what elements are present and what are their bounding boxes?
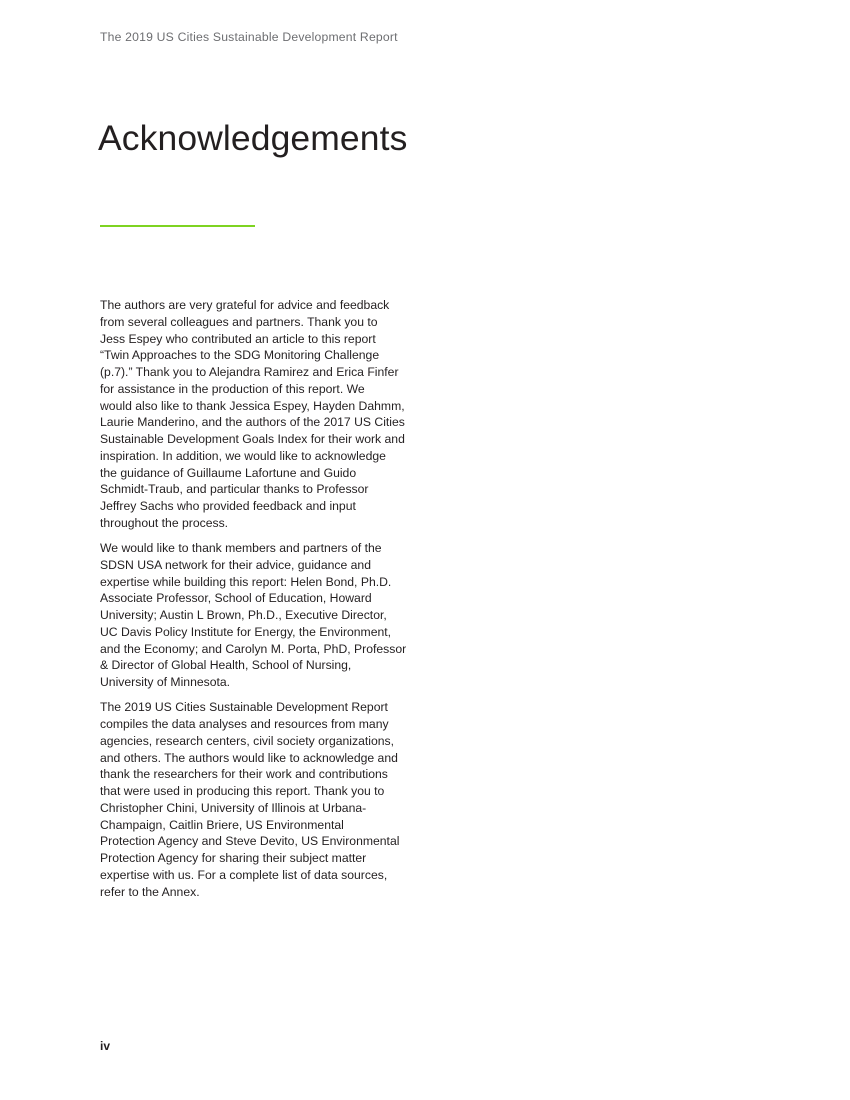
text-line: the guidance of Guillaume Lafortune and Guido <box>100 465 357 480</box>
text-line: & Director of Global Health, School of Nursing, <box>100 658 352 673</box>
text-line: Christopher Chini, University of Illinois at Urbana- <box>100 800 367 815</box>
text-line: agencies, research centers, civil society organizations, <box>100 733 394 748</box>
text-line: We would like to thank members and partners of the <box>100 541 382 555</box>
text-line: expertise while building this report: Helen Bond, Ph.D. <box>100 574 392 589</box>
text-line: for assistance in the production of this report. We <box>100 381 365 396</box>
text-line: Laurie Manderino, and the authors of the 2017 US Cities <box>100 415 405 430</box>
paragraph-3 <box>100 699 440 900</box>
text-line: and others. The authors would like to acknowledge and <box>100 750 398 765</box>
text-line: “Twin Approaches to the SDG Monitoring Challenge <box>100 348 380 363</box>
text-line: inspiration. In addition, we would like to acknowledge <box>100 448 386 463</box>
text-line: expertise with us. For a complete list of data sources, <box>100 867 388 882</box>
text-line: The 2019 US Cities Sustainable Development Report <box>100 700 388 715</box>
text-line: Champaign, Caitlin Briere, US Environmental <box>100 817 344 832</box>
text-line: (p.7).” Thank you to Alejandra Ramirez and Erica Finfer <box>100 365 399 379</box>
text-line: Schmidt-Traub, and particular thanks to Professor <box>100 482 369 497</box>
text-line: thank the researchers for their work and contributions <box>100 767 388 782</box>
page-number: iv <box>100 1039 111 1053</box>
page-title: Acknowledgements <box>98 118 408 158</box>
paragraph-1 <box>100 297 440 532</box>
text-line: UC Davis Policy Institute for Energy, the Environment, <box>100 624 392 639</box>
paragraph-2 <box>100 540 440 691</box>
text-line: Associate Professor, School of Education, Howard <box>100 591 372 606</box>
text-line: Protection Agency for sharing their subject matter <box>100 851 367 865</box>
text-line: University of Minnesota. <box>100 675 231 689</box>
text-line: refer to the Annex. <box>100 884 200 899</box>
text-line: would also like to thank Jessica Espey, Hayden Dahmm, <box>100 398 405 413</box>
text-line: SDSN USA network for their advice, guidance and <box>100 557 371 572</box>
running-header: The 2019 US Cities Sustainable Development Report <box>100 30 398 44</box>
text-line: that were used in producing this report. Thank you to <box>100 784 385 798</box>
text-line: The authors are very grateful for advice and feedback <box>100 298 390 312</box>
title-accent-rule <box>100 225 255 227</box>
text-line: Protection Agency and Steve Devito, US Environmental <box>100 834 400 849</box>
text-line: from several colleagues and partners. Thank you to <box>100 314 378 329</box>
text-line: Sustainable Development Goals Index for their work and <box>100 432 405 446</box>
text-line: University; Austin L Brown, Ph.D., Executive Director, <box>100 608 387 622</box>
text-line: Jeffrey Sachs who provided feedback and input <box>100 499 356 513</box>
text-line: and the Economy; and Carolyn M. Porta, PhD, Professor <box>100 641 407 656</box>
text-line: Jess Espey who contributed an article to this report <box>100 331 376 346</box>
text-line: compiles the data analyses and resources from many <box>100 717 389 731</box>
text-line: throughout the process. <box>100 515 229 530</box>
body-text <box>100 297 440 909</box>
